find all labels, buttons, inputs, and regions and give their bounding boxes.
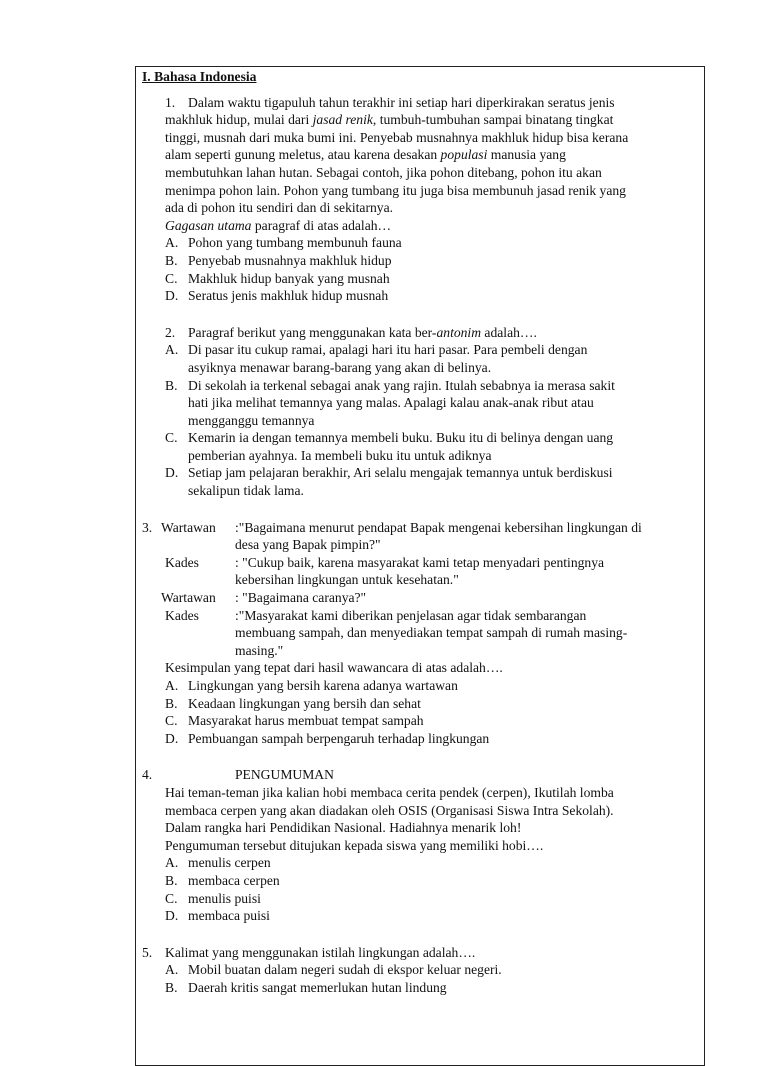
interview-line: 3. Wartawan :"Bagaimana menurut pendapat Bapak mengenai kebersihan lingkungan di desa yang Bapak pimpin?" [142, 519, 642, 553]
question-number: 1. [165, 94, 176, 110]
answer-option[interactable]: C. Masyarakat harus membuat tempat sampah [165, 713, 424, 729]
question-3 [142, 519, 702, 748]
question-1: 1. Dalam waktu tigapuluh tahun terakhir ini setiap hari diperkirakan seratus jenis makhluk hidup, mulai dari jasad renik, tumbuh-tumbuhan sampai binatang tingkat tinggi, musnah dari muka bumi ini. Penyebab musnahnya makhluk hidup bisa kerana alam seperti gunung meletus, atau karena desakan populasi manusia yang membutuhkan lahan hutan. Sebagai contoh, jika pohon ditebang, pohon itu akan menimpa pohon lain. Pohon yang tumbang itu juga bisa membunuh jasad renik yang ada di pohon itu sendiri dan di sekitarnya. Gagasan utama paragraf di atas adalah… A. Pohon yang tumbang membunuh fauna B. Penyebab musnahnya makhluk hidup C. Makhluk hidup banyak yang musnah D. Seratus jenis makhluk hidup musnah [142, 94, 702, 305]
answer-option[interactable]: B. membaca cerpen [165, 872, 280, 888]
answer-option[interactable]: A. Pohon yang tumbang membunuh fauna [165, 235, 402, 251]
answer-option[interactable]: D. membaca puisi [165, 908, 270, 924]
question-number: 5. [142, 944, 153, 960]
answer-option[interactable]: D. Setiap jam pelajaran berakhir, Ari selalu mengajak temannya untuk berdiskusi sekalipun tidak lama. [165, 465, 613, 499]
answer-option[interactable]: D. Pembuangan sampah berpengaruh terhadap lingkungan [165, 730, 490, 746]
question-prompt: Pengumuman tersebut ditujukan kepada siswa yang memiliki hobi…. [165, 837, 544, 853]
question-number: 4. [142, 767, 153, 783]
question-prompt: Kesimpulan yang tepat dari hasil wawancara di atas adalah…. [165, 660, 503, 676]
document-content [142, 68, 702, 997]
answer-option[interactable]: A. menulis cerpen [165, 855, 271, 871]
answer-option[interactable]: C. Makhluk hidup banyak yang musnah [165, 270, 390, 286]
announcement-title: PENGUMUMAN [235, 767, 334, 783]
speaker: Wartawan [161, 519, 216, 535]
interview-line: Kades :"Masyarakat kami diberikan penjelasan agar tidak sembarangan membuang sampah, dan menyediakan tempat sampah di rumah masing- masing." [142, 607, 702, 660]
question-number: 2. [165, 324, 176, 340]
answer-option[interactable]: B. Di sekolah ia terkenal sebagai anak yang rajin. Itulah sebabnya ia merasa sakit hati jika melihat temannya yang malas. Apalagi kalau anak-anak ribut atau mengganggu temannya [165, 377, 615, 428]
speaker: Wartawan [161, 590, 216, 606]
interview-line: Kades : "Cukup baik, karena masyarakat kami tetap menyadari pentingnya kebersihan lingkungan untuk kesehatan." [142, 554, 702, 589]
speaker: Kades [165, 607, 199, 623]
answer-option[interactable]: D. Seratus jenis makhluk hidup musnah [165, 288, 389, 304]
answer-option[interactable]: B. Keadaan lingkungan yang bersih dan sehat [165, 695, 421, 711]
answer-option[interactable]: C. Kemarin ia dengan temannya membeli buku. Buku itu di belinya dengan uang pemberian ayahnya. Ia membeli buku itu untuk adiknya [165, 430, 614, 463]
answer-option[interactable]: B. Penyebab musnahnya makhluk hidup [165, 252, 392, 268]
speaker: Kades [165, 554, 199, 570]
question-prompt: Gagasan utama paragraf di atas adalah… [165, 217, 392, 233]
question-number: 3. [142, 519, 153, 535]
answer-option[interactable]: B. Daerah kritis sangat memerlukan hutan lindung [165, 979, 447, 995]
question-5: 5. Kalimat yang menggunakan istilah lingkungan adalah…. A. Mobil buatan dalam negeri sudah di ekspor keluar negeri. B. Daerah kritis sangat memerlukan hutan lindung [142, 944, 702, 997]
section-heading: I. Bahasa Indonesia [142, 69, 257, 84]
interview-line: Wartawan : "Bagaimana caranya?" [142, 589, 702, 607]
answer-option[interactable]: A. Lingkungan yang bersih karena adanya wartawan [165, 678, 458, 693]
answer-option[interactable]: A. Mobil buatan dalam negeri sudah di ekspor keluar negeri. [165, 962, 502, 978]
answer-option[interactable]: A. Di pasar itu cukup ramai, apalagi hari itu hari pasar. Para pembeli dengan asyiknya menawar barang-barang yang akan di belinya. [165, 342, 588, 375]
answer-option[interactable]: C. menulis puisi [165, 890, 261, 906]
question-4: 4. PENGUMUMAN Hai teman-teman jika kalian hobi membaca cerita pendek (cerpen), Ikutilah lomba membaca cerpen yang akan diadakan oleh OSIS (Organisasi Siswa Intra Sekolah). Dalam rangka hari Pendidikan Nasional. Hadiahnya menarik loh! Pengumuman tersebut ditujukan kepada siswa yang memiliki hobi…. A. menulis cerpen B. membaca cerpen C. menulis puisi D. membaca puisi [142, 766, 702, 924]
question-2: 2. Paragraf berikut yang menggunakan kata ber-antonim adalah…. A. Di pasar itu cukup ramai, apalagi hari itu hari pasar. Para pembeli dengan asyiknya menawar barang-barang yang akan di belinya. B. Di sekolah ia terkenal sebagai anak yang rajin. Itulah sebabnya ia merasa sakit hati jika melihat temannya yang malas. Apalagi kalau anak-anak ribut atau mengganggu temannya C. Kemarin ia dengan temannya membeli buku. Buku itu di belinya dengan uang pemberian ayahnya. Ia membeli buku itu untuk adiknya D. Setiap jam pelajaran berakhir, Ari selalu mengajak temannya untuk berdiskusi sekalipun tidak lama. [142, 324, 702, 500]
